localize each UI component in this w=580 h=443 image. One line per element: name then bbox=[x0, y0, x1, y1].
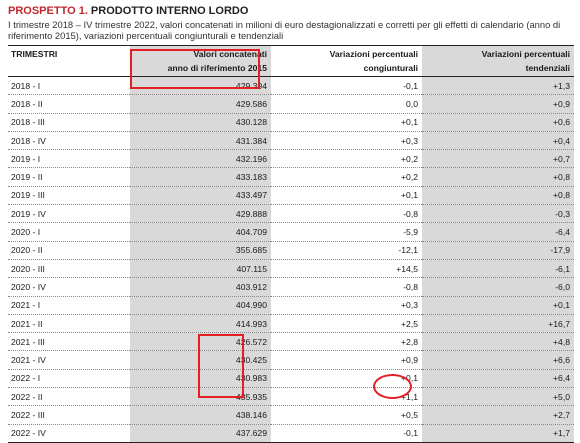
header-tend-line2: tendenziali bbox=[525, 63, 570, 73]
cell-var-congiunturale: -12,1 bbox=[271, 241, 422, 259]
cell-valore: 433.497 bbox=[130, 186, 271, 204]
cell-trimestre: 2022 - III bbox=[8, 406, 130, 424]
cell-valore: 430.128 bbox=[130, 113, 271, 131]
cell-valore: 438.146 bbox=[130, 406, 271, 424]
cell-valore: 432.196 bbox=[130, 150, 271, 168]
cell-valore: 429.394 bbox=[130, 77, 271, 95]
cell-var-tendenziale: +0,8 bbox=[422, 186, 574, 204]
cell-var-congiunturale: -5,9 bbox=[271, 223, 422, 241]
cell-valore: 403.912 bbox=[130, 278, 271, 296]
cell-var-congiunturale: -0,1 bbox=[271, 77, 422, 95]
cell-var-congiunturale: 0,0 bbox=[271, 95, 422, 113]
cell-trimestre: 2022 - IV bbox=[8, 424, 130, 442]
table-row bbox=[8, 241, 574, 259]
cell-valore: 435.935 bbox=[130, 388, 271, 406]
cell-var-tendenziale: +6,4 bbox=[422, 369, 574, 387]
cell-trimestre: 2018 - II bbox=[8, 95, 130, 113]
table-row bbox=[8, 333, 574, 351]
cell-var-tendenziale: +0,4 bbox=[422, 131, 574, 149]
cell-trimestre: 2018 - IV bbox=[8, 131, 130, 149]
cell-var-tendenziale: +0,1 bbox=[422, 296, 574, 314]
cell-valore: 426.572 bbox=[130, 333, 271, 351]
page-title bbox=[8, 5, 574, 18]
cell-var-tendenziale: -6,4 bbox=[422, 223, 574, 241]
table-row bbox=[8, 77, 574, 95]
cell-valore: 429.586 bbox=[130, 95, 271, 113]
table-row bbox=[8, 205, 574, 223]
table-row bbox=[8, 406, 574, 424]
cell-valore: 404.990 bbox=[130, 296, 271, 314]
table-row bbox=[8, 424, 574, 442]
cell-trimestre: 2019 - III bbox=[8, 186, 130, 204]
cell-valore: 430.425 bbox=[130, 351, 271, 369]
table-row bbox=[8, 95, 574, 113]
table-row bbox=[8, 369, 574, 387]
cell-valore: 414.993 bbox=[130, 314, 271, 332]
table-row bbox=[8, 388, 574, 406]
table-row bbox=[8, 150, 574, 168]
report-section bbox=[8, 5, 574, 443]
page-subtitle: I trimestre 2018 – IV trimestre 2022, valori concatenati in milioni di euro destagionalizzati e corretti per gli effetti di calendario (anno di riferimento 2015), variazioni percentuali congiunturali e tendenziali bbox=[8, 19, 561, 41]
cell-var-congiunturale: +2,8 bbox=[271, 333, 422, 351]
cell-var-tendenziale: +6,6 bbox=[422, 351, 574, 369]
cell-trimestre: 2019 - II bbox=[8, 168, 130, 186]
cell-var-congiunturale: +0,3 bbox=[271, 131, 422, 149]
cell-trimestre: 2020 - III bbox=[8, 259, 130, 277]
cell-trimestre: 2021 - III bbox=[8, 333, 130, 351]
cell-var-congiunturale: +0,1 bbox=[271, 369, 422, 387]
cell-var-tendenziale: +0,7 bbox=[422, 150, 574, 168]
header-valori-line1: Valori concatenati bbox=[193, 49, 267, 59]
cell-var-tendenziale: +16,7 bbox=[422, 314, 574, 332]
cell-trimestre: 2018 - III bbox=[8, 113, 130, 131]
table-row bbox=[8, 113, 574, 131]
cell-var-congiunturale: +2,5 bbox=[271, 314, 422, 332]
cell-valore: 404.709 bbox=[130, 223, 271, 241]
cell-var-tendenziale: +4,8 bbox=[422, 333, 574, 351]
cell-trimestre: 2022 - I bbox=[8, 369, 130, 387]
cell-var-tendenziale: +1,7 bbox=[422, 424, 574, 442]
cell-var-congiunturale: +1,1 bbox=[271, 388, 422, 406]
cell-var-tendenziale: -6,0 bbox=[422, 278, 574, 296]
cell-valore: 429.888 bbox=[130, 205, 271, 223]
table-row bbox=[8, 223, 574, 241]
table-row bbox=[8, 351, 574, 369]
table-row bbox=[8, 168, 574, 186]
cell-var-tendenziale: +2,7 bbox=[422, 406, 574, 424]
cell-trimestre: 2019 - IV bbox=[8, 205, 130, 223]
table-row bbox=[8, 259, 574, 277]
title-prefix: PROSPETTO 1. bbox=[8, 5, 88, 17]
cell-var-congiunturale: +0,9 bbox=[271, 351, 422, 369]
table-row bbox=[8, 278, 574, 296]
gdp-table bbox=[8, 45, 574, 443]
header-tend-line1: Variazioni percentuali bbox=[481, 49, 570, 59]
cell-valore: 433.183 bbox=[130, 168, 271, 186]
cell-var-congiunturale: +0,2 bbox=[271, 168, 422, 186]
cell-trimestre: 2021 - II bbox=[8, 314, 130, 332]
highlight-box-2022-values bbox=[198, 334, 244, 398]
header-trimestri: TRIMESTRI bbox=[8, 46, 130, 77]
cell-var-congiunturale: +0,3 bbox=[271, 296, 422, 314]
cell-var-congiunturale: +0,1 bbox=[271, 113, 422, 131]
table-row bbox=[8, 314, 574, 332]
cell-var-congiunturale: -0,1 bbox=[271, 424, 422, 442]
cell-trimestre: 2020 - IV bbox=[8, 278, 130, 296]
header-variazioni-congiunturali bbox=[271, 46, 422, 77]
cell-trimestre: 2020 - I bbox=[8, 223, 130, 241]
cell-trimestre: 2021 - IV bbox=[8, 351, 130, 369]
cell-var-tendenziale: -0,3 bbox=[422, 205, 574, 223]
cell-trimestre: 2022 - II bbox=[8, 388, 130, 406]
header-valori-line2: anno di riferimento 2015 bbox=[167, 63, 267, 73]
table-row bbox=[8, 131, 574, 149]
cell-valore: 431.384 bbox=[130, 131, 271, 149]
cell-valore: 437.629 bbox=[130, 424, 271, 442]
cell-var-congiunturale: +14,5 bbox=[271, 259, 422, 277]
cell-var-tendenziale: -17,9 bbox=[422, 241, 574, 259]
cell-var-congiunturale: +0,2 bbox=[271, 150, 422, 168]
highlight-box-header bbox=[130, 49, 260, 89]
cell-trimestre: 2020 - II bbox=[8, 241, 130, 259]
cell-trimestre: 2019 - I bbox=[8, 150, 130, 168]
title-text: PRODOTTO INTERNO LORDO bbox=[87, 5, 249, 17]
highlight-circle-last-value bbox=[373, 374, 412, 399]
cell-var-tendenziale: +5,0 bbox=[422, 388, 574, 406]
table-header-row bbox=[8, 46, 574, 77]
cell-var-congiunturale: -0,8 bbox=[271, 205, 422, 223]
header-variazioni-tendenziali bbox=[422, 46, 574, 77]
header-cong-line1: Variazioni percentuali bbox=[329, 49, 418, 59]
cell-var-tendenziale: -6,1 bbox=[422, 259, 574, 277]
cell-valore: 355.685 bbox=[130, 241, 271, 259]
header-cong-line2: congiunturali bbox=[363, 63, 418, 73]
cell-valore: 430.983 bbox=[130, 369, 271, 387]
cell-trimestre: 2021 - I bbox=[8, 296, 130, 314]
table-body bbox=[8, 77, 574, 443]
cell-valore: 407.115 bbox=[130, 259, 271, 277]
cell-var-congiunturale: +0,5 bbox=[271, 406, 422, 424]
cell-trimestre: 2018 - I bbox=[8, 77, 130, 95]
cell-var-congiunturale: -0,8 bbox=[271, 278, 422, 296]
cell-var-tendenziale: +0,9 bbox=[422, 95, 574, 113]
table-row bbox=[8, 186, 574, 204]
table-row bbox=[8, 296, 574, 314]
cell-var-tendenziale: +1,3 bbox=[422, 77, 574, 95]
cell-var-congiunturale: +0,1 bbox=[271, 186, 422, 204]
cell-var-tendenziale: +0,8 bbox=[422, 168, 574, 186]
cell-var-tendenziale: +0,6 bbox=[422, 113, 574, 131]
